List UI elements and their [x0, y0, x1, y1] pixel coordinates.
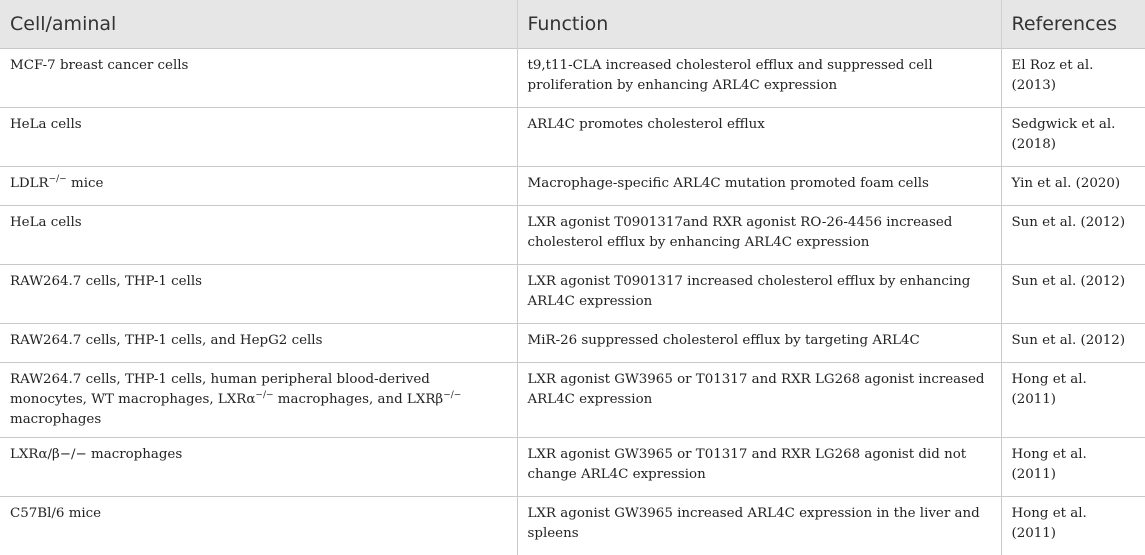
table-header — [0, 0, 1145, 48]
superscript: −/− — [255, 390, 274, 401]
cell-reference: El Roz et al. (2013) — [1001, 48, 1145, 107]
cell-animal: C57Bl/6 mice — [0, 496, 517, 555]
cell-animal: RAW264.7 cells, THP-1 cells — [0, 264, 517, 323]
cell-function: LXR agonist T0901317 increased cholesterol efflux by enhancing ARL4C expression — [517, 264, 1001, 323]
table-row — [0, 437, 1145, 496]
table-row — [0, 166, 1145, 205]
cell-animal — [0, 166, 517, 205]
cell-function: ARL4C promotes cholesterol efflux — [517, 107, 1001, 166]
cell-text: macrophages — [10, 411, 102, 427]
cell-text: LDLR — [10, 175, 49, 191]
cell-function: t9,t11-CLA increased cholesterol efflux and suppressed cell proliferation by enhancing ARL4C expression — [517, 48, 1001, 107]
cell-function: Macrophage-specific ARL4C mutation promoted foam cells — [517, 166, 1001, 205]
cell-animal: LXRα/β−/− macrophages — [0, 437, 517, 496]
table-body — [0, 48, 1145, 555]
header-function: Function — [517, 0, 1001, 48]
cell-function: MiR-26 suppressed cholesterol efflux by targeting ARL4C — [517, 323, 1001, 362]
cell-reference: Sun et al. (2012) — [1001, 323, 1145, 362]
table-row — [0, 48, 1145, 107]
cell-function: LXR agonist GW3965 or T01317 and RXR LG268 agonist increased ARL4C expression — [517, 362, 1001, 437]
cell-animal: HeLa cells — [0, 107, 517, 166]
table-row — [0, 107, 1145, 166]
cell-reference: Yin et al. (2020) — [1001, 166, 1145, 205]
header-cell-animal: Cell/aminal — [0, 0, 517, 48]
cell-animal: MCF-7 breast cancer cells — [0, 48, 517, 107]
cell-reference: Hong et al. (2011) — [1001, 362, 1145, 437]
cell-animal: RAW264.7 cells, THP-1 cells, and HepG2 cells — [0, 323, 517, 362]
header-references: References — [1011, 12, 1118, 35]
cell-text: macrophages, and LXRβ — [273, 391, 444, 407]
cell-text: RAW264.7 cells, THP-1 cells, human peripheral blood-derived monocytes, WT macrophages, LXRα — [10, 371, 430, 407]
superscript: −/− — [443, 390, 462, 401]
cell-text: mice — [66, 175, 104, 191]
cell-function: LXR agonist GW3965 or T01317 and RXR LG268 agonist did not change ARL4C expression — [517, 437, 1001, 496]
cell-animal: HeLa cells — [0, 205, 517, 264]
superscript: −/− — [48, 174, 67, 185]
cell-reference: Hong et al. (2011) — [1001, 496, 1145, 555]
cell-reference: Sun et al. (2012) — [1001, 264, 1145, 323]
table-row — [0, 264, 1145, 323]
header-row — [0, 0, 1145, 48]
table-row — [0, 205, 1145, 264]
cell-function: LXR agonist GW3965 increased ARL4C expression in the liver and spleens — [517, 496, 1001, 555]
cell-function: LXR agonist T0901317and RXR agonist RO-26-4456 increased cholesterol efflux by enhancing ARL4C expression — [517, 205, 1001, 264]
cell-animal — [0, 362, 517, 437]
table-row — [0, 362, 1145, 437]
cell-reference: Sun et al. (2012) — [1001, 205, 1145, 264]
cell-reference: Sedgwick et al. (2018) — [1001, 107, 1145, 166]
cell-reference: Hong et al. (2011) — [1001, 437, 1145, 496]
table-row — [0, 323, 1145, 362]
table-row — [0, 496, 1145, 555]
